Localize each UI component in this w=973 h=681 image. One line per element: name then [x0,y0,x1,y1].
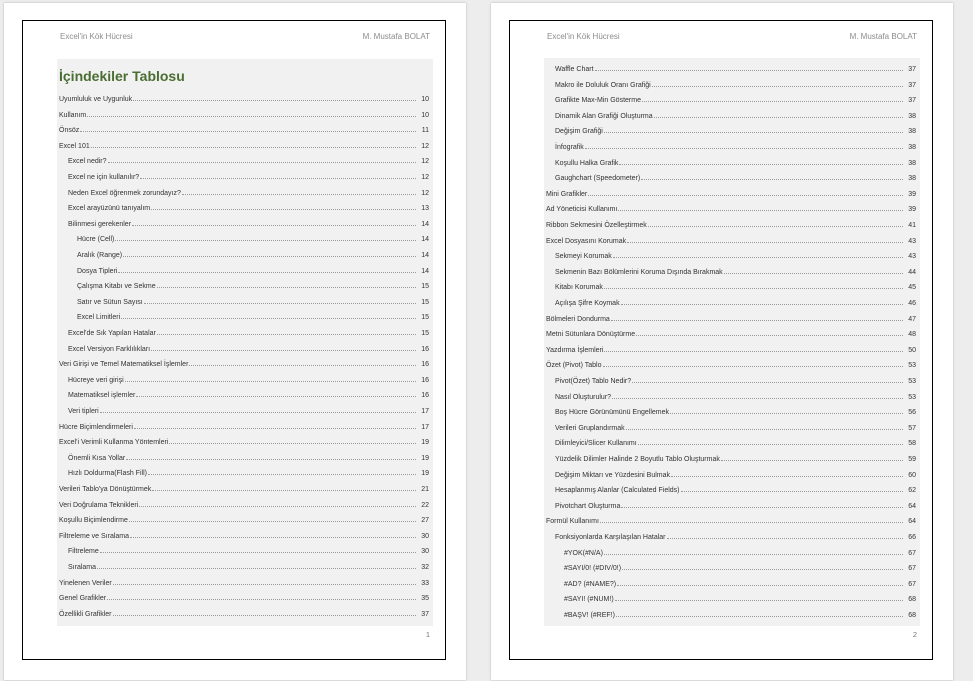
toc-entry-page: 62 [908,487,916,495]
toc-entry[interactable] [544,326,916,338]
toc-dot-leader [638,444,903,445]
toc-dot-leader [626,429,903,430]
toc-entry[interactable] [544,576,916,588]
toc-entry-page: 15 [421,330,429,337]
toc-entry[interactable] [57,325,429,337]
toc-entry[interactable] [544,467,916,479]
toc-entry-label: Ad Yöneticisi Kullanımı [546,206,618,214]
toc-entry-label: Matematiksel işlemler [68,392,136,400]
toc-entry-label: Excel nedir? [68,158,107,166]
toc-dot-leader [588,195,903,196]
toc-entry-label: Excel'i Verimli Kullanma Yöntemleri [59,439,169,447]
toc-dot-leader [91,147,416,148]
toc-dot-leader [648,226,903,227]
toc-entry-page: 60 [908,471,916,479]
toc-entry[interactable] [544,529,916,541]
toc-dot-leader [100,412,416,413]
toc-entry-page: 16 [421,361,429,369]
toc-entry[interactable] [544,435,916,447]
toc-entry[interactable] [544,123,916,135]
toc-entry[interactable] [544,170,916,182]
toc-entry-page: 14 [421,252,429,259]
toc-dot-leader [724,273,903,274]
toc-entry-page: 44 [908,268,916,276]
toc-dot-leader [641,179,903,180]
toc-entry[interactable] [57,528,429,540]
toc-dot-leader [151,350,416,351]
toc-entry-page: 30 [421,532,429,540]
toc-entry-page: 53 [908,393,916,401]
toc-entry[interactable] [57,590,429,602]
toc-entry[interactable] [57,606,429,618]
toc-entry[interactable] [544,217,916,229]
header-right: M. Mustafa BOLAT [362,32,430,41]
toc-entry[interactable] [57,372,429,384]
toc-dot-leader [627,242,903,243]
toc-entry-page: 38 [908,128,916,136]
toc-entry-page: 68 [908,596,916,604]
toc-entry-page: 45 [908,284,916,292]
toc-entry-label: Kullanım [59,111,87,119]
toc-entry[interactable] [57,247,429,259]
toc-dot-leader [604,132,903,133]
toc-entry[interactable] [57,559,429,571]
toc-entry-page: 67 [908,565,916,573]
toc-entry-label: Pivot(Özet) Tablo Nedir? [555,378,632,385]
toc-entry[interactable] [57,294,429,306]
toc-entry-page: 53 [908,378,916,385]
toc-entry[interactable] [57,216,429,228]
toc-entry-page: 11 [421,127,429,135]
toc-dot-leader [126,459,416,460]
toc-entry[interactable] [544,264,916,276]
toc-entry-label: Excel'de Sık Yapılan Hatalar [68,330,156,337]
page-number: 2 [912,630,917,639]
toc-entry-page: 12 [421,158,429,166]
toc-entry-page: 16 [421,345,429,353]
toc-entry-label: Excel 101 [59,142,90,150]
toc-entry[interactable] [544,498,916,510]
toc-entry-page: 56 [908,409,916,417]
toc-entry-label: Önsöz [59,127,80,135]
toc-entry-page: 57 [908,424,916,432]
toc-entry-page: 58 [908,440,916,448]
toc-entry-page: 17 [421,408,429,415]
document-page-1 [4,3,466,680]
toc-entry[interactable] [57,200,429,212]
toc-entry-label: Hesaplanmış Alanlar (Calculated Fields) [555,487,680,495]
toc-entry-page: 15 [421,298,429,306]
toc-entry-label: Veri Doğrulama Teknikleri [59,501,139,509]
toc-entry-page: 37 [421,610,429,618]
toc-entry[interactable] [57,497,429,509]
toc-entry-page: 38 [908,175,916,183]
toc-entry[interactable] [544,108,916,120]
toc-entry-label: Bilinmesi gerekenler [68,220,132,228]
toc-dot-leader [619,164,903,165]
toc-entry-page: 38 [908,112,916,120]
toc-entry-label: Satır ve Sütun Sayısı [77,298,143,306]
toc-entry[interactable] [57,153,429,165]
toc-dot-leader [671,476,903,477]
toc-dot-leader [182,194,416,195]
toc-entry-label: #YOK(#N/A) [564,549,603,557]
toc-entry-page: 16 [421,376,429,384]
toc-entry-label: #SAYI! (#NUM!) [564,596,614,604]
toc-entry-label: #AD? (#NAME?) [564,580,617,588]
toc-dot-leader [636,335,903,336]
toc-entry-page: 15 [421,314,429,322]
toc-entry-label: Pivotchart Oluşturma [555,502,621,510]
toc-entry[interactable] [57,169,429,181]
toc-dot-leader [721,460,903,461]
toc-dot-leader [621,507,903,508]
toc-entry-label: Koşullu Biçimlendirme [59,517,128,525]
toc-entry[interactable] [544,404,916,416]
toc-dot-leader [604,554,903,555]
toc-dot-leader [654,117,903,118]
toc-entry[interactable] [57,543,429,555]
toc-dot-leader [652,86,903,87]
toc-entry-page: 67 [908,549,916,557]
toc-entry-page: 48 [908,331,916,339]
toc-entry[interactable] [57,309,429,321]
toc-entry[interactable] [544,248,916,260]
toc-entry[interactable] [57,107,429,119]
toc-entry[interactable] [544,155,916,167]
toc-entry[interactable] [544,311,916,323]
toc-dot-leader [189,365,416,366]
toc-entry-label: Fonksiyonlarda Karşılaşılan Hatalar [555,534,666,541]
toc-entry-page: 50 [908,346,916,354]
toc-entry[interactable] [57,138,429,150]
toc-entry-label: Değişim Grafiği [555,128,603,136]
toc-entry[interactable] [544,61,916,73]
toc-entry-page: 12 [421,174,429,181]
toc-entry-label: Değişim Miktarı ve Yüzdesini Bulmak [555,471,671,479]
toc-dot-leader [612,398,903,399]
toc-entry-page: 21 [421,486,429,493]
toc-entry-label: Ribbon Sekmesini Özelleştirmek [546,222,647,229]
toc-entry[interactable] [57,263,429,275]
toc-title: İçindekiler Tablosu [59,68,185,84]
toc-entry-page: 66 [908,534,916,541]
toc-entry-label: Dosya Tipleri [77,267,118,275]
toc-entry-page: 59 [908,456,916,463]
toc-entry[interactable] [57,122,429,134]
toc-dot-leader [611,320,903,321]
toc-dot-leader [642,101,903,102]
toc-entry-label: Excel ne için kullanılır? [68,174,140,181]
toc-entry-page: 14 [421,236,429,244]
toc-entry-page: 38 [908,159,916,167]
toc-dot-leader [108,162,416,163]
toc-entry[interactable] [57,356,429,368]
toc-dot-leader [107,599,416,600]
toc-entry-label: Sekmeyi Korumak [555,253,612,261]
header-left: Excel'in Kök Hücresi [60,32,133,41]
toc-entry[interactable] [544,451,916,463]
header-left: Excel'in Kök Hücresi [547,32,620,41]
toc-dot-leader [113,584,416,585]
toc-dot-leader [144,303,416,304]
page-number: 1 [425,630,430,639]
toc-dot-leader [113,615,416,616]
toc-dot-leader [134,428,416,429]
toc-entry-page: 64 [908,518,916,526]
toc-entry-label: Nasıl Oluşturulur? [555,393,612,401]
toc-entry-page: 12 [421,189,429,197]
toc-dot-leader [140,178,416,179]
toc-entry-page: 64 [908,502,916,510]
toc-entry-label: Yinelenen Veriler [59,579,112,587]
toc-entry[interactable] [544,92,916,104]
toc-entry-label: Formül Kullanımı [546,518,599,526]
toc-dot-leader [132,225,416,226]
toc-dot-leader [621,304,903,305]
toc-entry-label: Hücreye veri girişi [68,376,124,384]
toc-entry-page: 15 [421,283,429,291]
toc-entry[interactable] [544,186,916,198]
toc-dot-leader [600,522,903,523]
toc-entry-label: Kitabı Korumak [555,284,603,292]
toc-entry-page: 41 [908,222,916,229]
toc-dot-leader [130,537,416,538]
toc-entry-page: 37 [908,81,916,89]
toc-entry-page: 39 [908,206,916,214]
toc-entry-label: Excel arayüzünü tanıyalım [68,205,151,213]
toc-entry-page: 30 [421,548,429,556]
toc-entry-label: Waffle Chart [555,66,594,73]
toc-entry[interactable] [57,450,429,462]
toc-entry-page: 22 [421,501,429,509]
toc-dot-leader [670,413,903,414]
toc-dot-leader [617,585,903,586]
toc-entry-label: Dinamik Alan Grafiği Oluşturma [555,112,653,120]
toc-dot-leader [604,288,903,289]
toc-entry[interactable] [544,357,916,369]
toc-dot-leader [604,351,903,352]
toc-entry-page: 68 [908,612,916,619]
toc-entry-label: #BAŞV! (#REF!) [564,612,615,619]
toc-entry-label: Özellikli Grafikler [59,610,112,618]
toc-dot-leader [136,396,416,397]
toc-entry[interactable] [544,389,916,401]
toc-entry[interactable] [544,560,916,572]
toc-entry-label: Özet (Pivot) Tablo [546,362,602,370]
toc-entry[interactable] [544,607,916,619]
toc-entry[interactable] [57,419,429,431]
toc-entry-label: Sıralama [68,564,97,571]
toc-entry-page: 19 [421,454,429,462]
toc-dot-leader [169,443,416,444]
toc-dot-leader [115,240,416,241]
toc-dot-leader [157,287,416,288]
toc-dot-leader [152,490,416,491]
toc-entry[interactable] [57,91,429,103]
toc-dot-leader [622,569,903,570]
document-page-2 [491,3,953,680]
toc-entry-page: 35 [421,595,429,603]
toc-entry-page: 46 [908,300,916,307]
toc-entry-label: Açılışa Şifre Koymak [555,300,620,307]
toc-entry[interactable] [544,591,916,603]
toc-entry[interactable] [57,387,429,399]
toc-entry[interactable] [544,295,916,307]
toc-dot-leader [123,256,416,257]
toc-entry-page: 14 [421,267,429,275]
toc-entry-label: Gaughchart (Speedometer) [555,175,641,183]
toc-dot-leader [87,116,416,117]
toc-entry-label: Hücre Biçimlendirmeleri [59,423,133,431]
toc-dot-leader [118,272,416,273]
toc-dot-leader [603,366,903,367]
header-right: M. Mustafa BOLAT [849,32,917,41]
toc-entry-label: Aralık (Range) [77,252,123,259]
toc-entry[interactable] [57,434,429,446]
toc-entry-label: Excel Versiyon Farklılıkları [68,345,151,353]
toc-dot-leader [97,568,416,569]
toc-entry-page: 43 [908,253,916,261]
toc-entry-label: #SAYI/0! (#DIV/0!) [564,565,622,573]
toc-entry-page: 13 [421,205,429,213]
toc-dot-leader [595,70,903,71]
toc-entry-label: Dilimleyici/Slicer Kullanımı [555,440,637,448]
toc-dot-leader [681,491,904,492]
toc-entry-page: 17 [421,423,429,431]
toc-dot-leader [585,148,903,149]
toc-entry-page: 19 [421,470,429,478]
toc-entry-page: 14 [421,220,429,228]
toc-entry[interactable] [544,420,916,432]
toc-entry-page: 37 [908,97,916,105]
toc-entry-page: 12 [421,142,429,150]
toc-entry-page: 10 [421,96,429,103]
toc-entry[interactable] [544,139,916,151]
toc-dot-leader [667,538,904,539]
toc-entry-label: Grafikte Max-Min Gösterme [555,97,641,105]
toc-entry[interactable] [57,512,429,524]
toc-entry-label: Uyumluluk ve Uygunluk [59,96,133,103]
toc-entry-label: Bölmeleri Dondurma [546,315,610,323]
toc-dot-leader [139,506,416,507]
toc-entry-label: Filtreleme ve Sıralama [59,532,130,540]
toc-entry[interactable] [57,481,429,493]
toc-entry[interactable] [544,279,916,291]
toc-dot-leader [100,552,416,553]
toc-dot-leader [632,382,903,383]
toc-dot-leader [80,131,416,132]
toc-dot-leader [618,210,903,211]
toc-entry-label: Sekmenin Bazı Bölümlerini Koruma Dışında Bırakmak [555,268,723,276]
toc-entry-label: Verileri Gruplandırmak [555,424,625,432]
toc-entry-page: 19 [421,439,429,447]
toc-entry-label: Yüzdelik Dilimler Halinde 2 Boyutlu Tablo Oluşturmak [555,456,720,463]
toc-entry[interactable] [57,231,429,243]
toc-entry-label: Mini Grafikler [546,190,588,198]
toc-entry[interactable] [57,575,429,587]
toc-entry-label: Çalışma Kitabı ve Sekme [77,283,156,291]
toc-entry[interactable] [57,341,429,353]
toc-entry[interactable] [57,403,429,415]
toc-dot-leader [157,334,416,335]
toc-entry[interactable] [544,545,916,557]
toc-entry-page: 33 [421,579,429,587]
table-of-contents [544,58,920,626]
toc-entry-page: 32 [421,564,429,571]
toc-entry-label: Koşullu Halka Grafik [555,159,619,167]
toc-entry-label: Önemli Kısa Yollar [68,454,126,462]
toc-entry[interactable] [544,233,916,245]
toc-entry-label: Boş Hücre Görünümünü Engellemek [555,409,670,417]
toc-entry-page: 27 [421,517,429,525]
toc-entry[interactable] [544,342,916,354]
toc-entry-label: Veri Girişi ve Temel Matematiksel İşlemler [59,361,189,369]
toc-entry-page: 37 [908,66,916,73]
toc-entry-page: 67 [908,580,916,588]
toc-entry-label: Excel Limitleri [77,314,121,322]
toc-entry[interactable] [544,373,916,385]
toc-entry-page: 47 [908,315,916,323]
toc-entry-label: Makro ile Doluluk Oranı Grafiği [555,81,651,89]
toc-entry[interactable] [544,482,916,494]
toc-dot-leader [615,600,903,601]
toc-entry[interactable] [544,201,916,213]
toc-dot-leader [151,209,416,210]
toc-entry-page: 53 [908,362,916,370]
table-of-contents [57,59,433,626]
toc-entry-label: Yazdırma İşlemleri [546,346,604,354]
toc-dot-leader [148,474,416,475]
toc-entry[interactable] [544,513,916,525]
toc-dot-leader [616,616,903,617]
toc-entry-page: 10 [421,111,429,119]
toc-entry-label: İnfografik [555,144,584,151]
toc-entry-label: Genel Grafikler [59,595,107,603]
toc-entry[interactable] [57,185,429,197]
toc-entry-label: Excel Dosyasını Korumak [546,237,627,245]
toc-entry[interactable] [57,278,429,290]
toc-dot-leader [133,100,416,101]
toc-dot-leader [129,521,416,522]
toc-entry-page: 43 [908,237,916,245]
toc-entry[interactable] [544,77,916,89]
toc-entry-label: Neden Excel öğrenmek zorundayız? [68,189,181,197]
toc-entry[interactable] [57,465,429,477]
toc-entry-label: Veri tipleri [68,408,99,415]
toc-dot-leader [613,257,903,258]
toc-entry-label: Metni Sütunlara Dönüştürme [546,331,636,339]
toc-entry-page: 16 [421,392,429,400]
toc-entry-label: Verileri Tablo'ya Dönüştürmek [59,486,152,493]
toc-entry-label: Filtreleme [68,548,99,556]
toc-entry-page: 38 [908,144,916,151]
toc-dot-leader [125,381,416,382]
toc-entry-label: Hücre (Cell) [77,236,115,244]
toc-dot-leader [121,318,416,319]
toc-entry-page: 39 [908,190,916,198]
toc-entry-label: Hızlı Doldurma(Flash Fill) [68,470,147,478]
